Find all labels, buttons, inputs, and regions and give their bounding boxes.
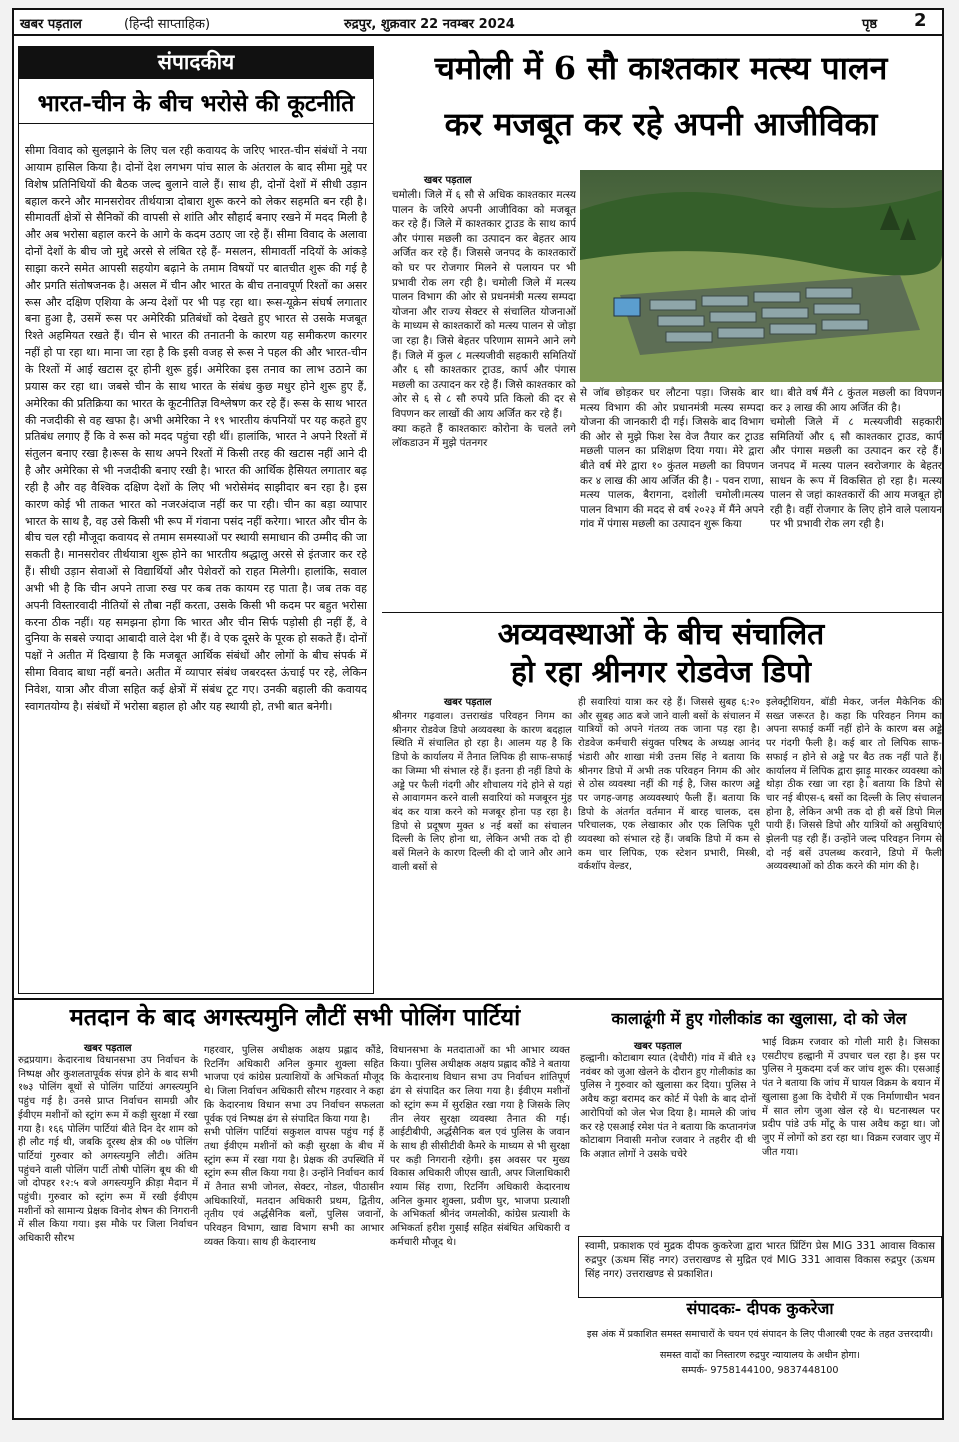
- depot-headline-line1: अव्यवस्थाओं के बीच संचालित: [497, 617, 825, 652]
- fish-headline-line1: चमोली में 6 सौ काश्तकार मत्स्य पालन: [434, 49, 888, 87]
- fish-headline-line2: कर मजबूत कर रहे अपनी आजीविका: [444, 105, 878, 143]
- newspaper-page: [12, 8, 944, 1420]
- firing-col2: भाई विक्रम रजवार को गोली मारी है। जिसका एसटीएच हल्द्वानी में उपचार चल रहा है। इस पर पुलिस ने मुकदमा दर्ज कर जांच शुरू की। एसआई पंत ने बताया कि जांच में घायल विक्रम के बयान में खुलासा हुआ कि देचौरी में एक निर्माणाधीन भवन में सात लोग जुआ खेल रहे थे। घटनास्थल पर प्रदीप पांडे उर्फ मोंटू के पास अवैध कट्टा था। जो जुए में लोगों को डरा रहा था। विक्रम रजवार जुए में जीत गया।: [762, 1037, 940, 1158]
- fish-col2: से जॉब छोड़कर घर लौटना पड़ा। जिसके बार मत्स्य विभाग की ओर प्रधानमंत्री मत्स्य सम्पदा योजना की जानकारी दी गई। जिसके बाद विभाग की ओर से मुझे फिश रेस वेज तैयार कर ट्राउड मछली पालन का प्रशिक्षण दिया गया। मेरे द्वारा बीते वर्ष मेरे द्वारा १० कुंतल मछली का विपणन कर ४ लाख की आय अर्जित की है। - पवन राणा, मत्स्य पालक, बैरागना, दशोली चमोली।मत्स्य पालन विभाग की मदद से वर्ष २०२३ में मैंने अपने गांव में पंगास मछली का उत्पादन शुरू किया: [580, 387, 764, 531]
- fish-farm-photo: [580, 170, 942, 382]
- imprint-jurisdiction: समस्त वादों का निस्तारण रुद्रपुर न्यायालय के अधीन होगा।: [659, 1350, 861, 1361]
- page-number: 2: [914, 10, 927, 31]
- depot-col3: इलेक्ट्रीशियन, बॉडी मेकर, जर्नल मैकेनिक की सख्त जरूरत है। कहा कि परिवहन निगम का अपना सफाई कर्मी नहीं होने के कारण बस अड्डे पर गंदगी फैली है। कई बार तो लिपिक साफ-सफाई न होने से अड्डे पर बैठ तक नहीं पाते हैं। कार्यालय में लिपिक द्वारा झाड़ू मारकर व्यवस्था को थोड़ा ठीक रखा जा रहा है। बताया कि डिपो से चार नई बीएस-६ बसों का दिल्ली के लिए संचालन होना है, लेकिन अभी तक दो ही बसें डिपो मिल पायी हैं। जिससे डिपो और यात्रियों को असुविधाएं झेलनी पड़ रही हैं। उन्होंने जल्द परिवहन निगम से दो नई बसें उपलब्ध करवाने, डिपो में फैली अव्यवस्थाओं को ठीक करने की मांग की है।: [766, 697, 942, 873]
- fish-byline: खबर पड़ताल: [424, 175, 472, 186]
- polling-col2: गहरवार, पुलिस अधीक्षक अक्षय प्रह्लाद कौंडे, रिटर्निंग अधिकारी अनिल कुमार शुक्ला सहित भाजपा एवं कांग्रेस प्रत्याशियों के अभिकर्ता मौजूद थे। जिला निर्वाचन अधिकारी सौरभ गहरवार ने कहा कि केदारनाथ विधान सभा उप निर्वाचन सफलता पूर्वक एवं निष्पक्ष ढंग से संपादित किया गया है। सभी पोलिंग पार्टियां सकुशल वापस पहुंच गई हैं तथा ईवीएम मशीनों को कड़ी सुरक्षा के बीच में स्ट्रांग रूम में रखा गया है। प्रेक्षक की उपस्थिति में स्ट्रांग रूम सील किया गया है। उन्होंने निर्वाचन कार्य में तैनात सभी जोनल, सेक्टर, नोडल, पीठासीन अधिकारियों, मतदान अधिकारी प्रथम, द्वितीय, तृतीय एवं अर्द्धसैनिक बलों, पुलिस जवानों, परिवहन विभाग, खाद्य विभाग सभी का आभार व्यक्त किया। साथ ही केदारनाथ: [204, 1045, 384, 1248]
- paper-name: खबर पड़ताल: [20, 17, 82, 32]
- imprint-notes: [578, 1324, 942, 1416]
- polling-headline: मतदान के बाद अगस्त्यमुनि लौटीं सभी पोलिंग पार्टियां: [69, 1003, 521, 1031]
- fish-col3: था। बीते वर्ष मैंने ८ कुंतल मछली का विपणन कर ३ लाख की आय अर्जित की है। चमोली जिले में ८ मत्स्यजीवी सहकारी समितियों और ६ सौ काश्तकार ट्राउड, कार्प और पंगास मछली का उत्पादन कर रहे हैं। जनपद में मत्स्य पालन स्वरोजगार के बेहतर साधन के रूप में विकसित हो रहा है। मत्स्य पालन से जहां काश्तकारों की आय मजबूत हो रही है। वहीं रोजगार के लिए होने वाले पलायन पर भी प्रभावी रोक लग रही है।: [770, 387, 942, 531]
- polling-col3: विधानसभा के मतदाताओं का भी आभार व्यक्त किया। पुलिस अधीक्षक अक्षय प्रह्लाद कौंडे ने बताया कि केदारनाथ विधान सभा उप निर्वाचन शांतिपूर्ण ढंग से संपादित कर लिया गया है। ईवीएम मशीनों को स्ट्रांग रूम में सुरक्षित रखा गया है जिसके लिए तीन लेयर सुरक्षा व्यवस्था तैनात की गई। आईटीबीपी, अर्द्धसैनिक बल एवं पुलिस के जवान के साथ ही सीसीटीवी कैमरे के माध्यम से भी सुरक्षा पर कड़ी निगरानी रहेगी। इस अवसर पर मुख्य विकास अधिकारी जीएस खाती, अपर जिलाधिकारी श्याम सिंह राणा, रिटर्निंग अधिकारी केदारनाथ अनिल कुमार शुक्ला, प्रवीण घुर, भाजपा प्रत्याशी के अभिकर्ता श्रीनंद जमलोकी, कांग्रेस प्रत्याशी के अभिकर्ता हरीश गुसाईं सहित संबंधित अधिकारी व कर्मचारी मौजूद थे।: [390, 1045, 570, 1248]
- polling-col1: रुद्रप्रयाग। केदारनाथ विधानसभा उप निर्वाचन के निष्पक्ष और कुशलतापूर्वक संपन्न होने के बाद सभी १७३ पोलिंग बूथों से पोलिंग पार्टियां अगस्त्यमुनि पहुंच गई है। उनसे प्राप्त निर्वाचन सामग्री और ईवीएम मशीनों को स्ट्रांग रूम में कड़ी सुरक्षा में रखा गया है। १६६ पोलिंग पार्टियां बीते दिन देर शाम को ही लौट गई थी, जबकि दूरस्थ क्षेत्र की ०७ पोलिंग पार्टियां गुरुवार को अगस्त्यमुनि लौटी। अंतिम पहुंचने वाली पोलिंग पार्टी तोषी पोलिंग बूथ की थी जो दोपहर १२:५ बजे अगस्त्यमुनि क्रीड़ा मैदान में पहुंची। गुरुवार को स्ट्रांग रूम में रखी ईवीएम मशीनों को सामान्य प्रेक्षक विनोद शेषन की निगरानी में सील किया गया। इस मौके पर जिला निर्वाचन अधिकारी सौरभ: [18, 1055, 198, 1245]
- imprint-editor: संपादकः- दीपक कुकरेजा: [686, 1299, 834, 1318]
- place-date: रुद्रपुर, शुक्रवार 22 नवम्बर 2024: [344, 17, 515, 32]
- firing-headline: कालाढूंगी में हुए गोलीकांड का खुलासा, दो को जेल: [611, 1009, 907, 1028]
- paper-type: (हिन्दी साप्ताहिक): [124, 17, 211, 32]
- fish-farm-image: [580, 170, 942, 382]
- editorial-body: सीमा विवाद को सुलझाने के लिए चल रही कवायद के जरिए भारत-चीन संबंधों ने नया आयाम हासिल किया है। दोनों देश लगभग पांच साल के अंतराल के बाद सीमा मुद्दे पर विशेष प्रतिनिधियों की बैठक जल्द बुलाने वाले हैं। साथ ही, दोनों देशों में सीधी उड़ान बहाल करने और मानसरोवर तीर्थयात्रा दोबारा शुरू करने को लेकर सहमति बन रही है। सीमावर्ती क्षेत्रों से सैनिकों की वापसी से शांति और सौहार्द बनाए रखने में मदद मिली है और अब भरोसा बहाल करने के आगे के कदम उठाए जा रहे हैं। सीमा विवाद के अलावा दोनों देशों के बीच जो मुद्दे अरसे से लंबित रहे हैं- मसलन, सीमावर्ती नदियों के आंकड़े साझा करने समेत आपसी सहयोग बढ़ाने के तमाम विषयों पर बातचीत शुरू की गई है और प्रगति संतोषजनक है। असल में चीन और भारत के बीच तनावपूर्ण रिश्तों का असर रूस और दक्षिण एशिया के अन्य देशों पर भी पड़ रहा था। रूस-यूक्रेन संघर्ष लगातार बना हुआ है, उसमें रूस पर अमेरिकी प्रतिबंधों को देखते हुए भारत से उसके मजबूत रिश्ते अहमियत रखते हैं। चीन से भारत की तनातनी के कारण यह समीकरण कारगर नहीं हो पा रहा था। माना जा रहा है कि इसी वजह से रूस ने पहल की और भारत-चीन के रिश्तों में आई खटास दूर होनी शुरू हुई। अमेरिका इस तनाव का लाभ उठाने का प्रयास कर रहा था। जबसे चीन के साथ भारत के संबंध कुछ मधुर होने शुरू हुए हैं, अमेरिका की प्रतिक्रिया का भारत के कूटनीतिज्ञ विश्लेषण कर रहे हैं। रूस के साथ भारत की नजदीकी से वह खफा है। अभी अमेरिका ने १९ भारतीय कंपनियों पर यह कहते हुए प्रतिबंध लगाए हैं कि वे रूस को मदद पहुंचा रही थीं। हालांकि, भारत ने अपने रिश्तों में संतुलन बनाए रखा है।रूस के साथ अपने रिश्तों में किसी तरह की खटास नहीं आने दी है और अमेरिका से भी नजदीकी बनाए रखी है। भारत की आर्थिक हैसियत लगातार बढ़ रही है और वह वैश्विक दक्षिण देशों के लिए भी भरोसेमंद साझीदार बन रहा है। इस कारण कोई भी ताकत भारत को नजरअंदाज नहीं कर पा रही। चीन का बड़ा व्यापार भारत के साथ है, वह उसे किसी भी रूप में गंवाना पसंद नहीं करेगा। भारत और चीन के बीच चल रही मौजूदा कवायद से तमाम समस्याओं पर स्थायी समाधान की उम्मीद की जा सकती है। मानसरोवर तीर्थयात्रा शुरू होने का भारतीय श्रद्धालु अरसे से इंतजार कर रहे हैं। सीधी उड़ान सेवाओं से विद्यार्थियों और पेशेवरों को राहत मिलेगी। हालांकि, सवाल अभी भी है कि चीन अपने ताजा रुख पर कब तक कायम रह पाता है। जब तक वह अपनी विस्तारवादी नीतियों से तौबा नहीं करता, उसके किसी भी कदम पर बहुत भरोसा करना ठीक नहीं। यह समझना होगा कि भारत और चीन सिर्फ पड़ोसी ही नहीं हैं, वे दुनिया के सबसे ज्यादा आबादी वाले देश भी हैं। वे एक दूसरे के पूरक हो सकते हैं। दोनों पक्षों ने अतीत में दिखाया है कि मजबूत आर्थिक संबंधों और लोगों के बीच संपर्क में सीमा विवाद बाधा नहीं बनते। अतीत में व्यापार संबंध जबरदस्त ऊंचाई पर रहे, लेकिन निवेश, यात्रा और वीजा सहित कई क्षेत्रों में संबंध टूट गए। उनकी बहाली की कवायद स्वागतयोग्य है। संबंधों में भरोसा बहाल हो और यह स्थायी हो, तभी बात बनेगी।: [25, 144, 367, 713]
- editorial-title: भारत-चीन के बीच भरोसे की कूटनीति: [19, 91, 373, 124]
- editorial-label: संपादकीय: [157, 49, 235, 74]
- editorial-box: [18, 46, 374, 994]
- polling-byline: खबर पड़ताल: [84, 1043, 132, 1054]
- page-header: [14, 10, 942, 36]
- depot-byline: खबर पड़ताल: [444, 697, 492, 708]
- depot-headline-line2: हो रहा श्रीनगर रोडवेज डिपो: [511, 655, 811, 690]
- depot-col2: ही सवारियां यात्रा कर रहे हैं। जिससे सुबह ६:२० और सुबह आठ बजे जाने वाली बसों के संचालन में यात्रियों को अपने गंतव्य तक जाना पड़ रहा है। रोडवेज कर्मचारी संयुक्त परिषद के अध्यक्ष आनंद भंडारी और शाखा मंत्री उत्तम सिंह ने बताया कि श्रीनगर डिपो में अभी तक परिवहन निगम की ओर से ठोस व्यवस्था नहीं की गई है, जिस कारण अड्डे पर जगह-जगह अव्यवस्थाएं फैली हैं। बताया कि डिपो के अंतर्गत वर्तमान में बारह चालक, दस परिचालक, एक लेखाकार और एक लिपिक पूरी व्यवस्था को संभाल रहे हैं। जबकि डिपो में कम से कम चार लिपिक, एक स्टेशन प्रभारी, मिस्त्री, वर्कशॉप वेल्डर,: [578, 697, 760, 873]
- imprint-disclaimer: इस अंक में प्रकाशित समस्त समाचारों के चयन एवं संपादन के लिए पीआरबी एक्ट के तहत उत्तरदायी।: [586, 1329, 934, 1340]
- page-label: पृष्ठ: [862, 17, 878, 32]
- fish-bottom-rule: [382, 612, 942, 613]
- imprint-publisher: स्वामी, प्रकाशक एवं मुद्रक दीपक कुकरेजा द्वारा भारत प्रिंटिंग प्रेस MIG 331 आवास विकास रुद्रपुर (ऊधम सिंह नगर) उत्तराखण्ड से मुद्रित एवं MIG 331 आवास विकास रुद्रपुर (ऊधम सिंह नगर) उत्तराखण्ड से प्रकाशित।: [578, 1236, 942, 1298]
- firing-col1: हल्द्वानी। कोटाबाग स्यात (देचौरी) गांव में बीते १३ नवंबर को जुआ खेलने के दौरान हुए गोलीकांड का पुलिस ने गुरुवार को खुलासा कर दिया। पुलिस ने अवैध कट्टा बरामद कर कोर्ट में पेशी के बाद दोनों आरोपियों को जेल भेज दिया है। मामले की जांच कर रहे एसआई रमेश पंत ने बताया कि कप्तानगंज कोटाबाग निवासी मनोज रजवार ने तहरीर दी थी कि अज्ञात लोगों ने उसके चचेरे: [580, 1053, 756, 1160]
- middle-rule: [14, 998, 942, 1000]
- firing-byline: खबर पड़ताल: [634, 1041, 682, 1052]
- fish-col1: चमोली। जिले में ६ सौ से अधिक काश्तकार मत्स्य पालन के जरिये अपनी आजीविका को मजबूत कर रहे हैं। जिले में काश्तकार ट्राउड के साथ कार्प और पंगास मछली का उत्पादन कर बेहतर आय अर्जित कर रहे हैं। जिससे जनपद के काश्तकारों को घर पर रोजगार मिलने से पलायन पर भी प्रभावी रोक लग रही है। चमोली जिले में मत्स्य पालन विभाग की ओर से प्रधनमंत्री मत्स्य सम्पदा योजना और राज्य सेक्टर से संचालित योजनाओं के माध्यम से काश्तकारों को मत्स्य पालन से जोड़ा जा रहा है। जिसे बेहतर परिणाम सामने आने लगे हैं। जिले में कुल ८ मत्स्यजीवी सहकारी समितियों और ६ सौ काश्तकार ट्राउड, कार्प और पंगास मछली का उत्पादन कर रहे हैं। जिसे काश्तकार को ओर से ६ से ८ सौ रुपये प्रति किलो की दर से विपणन कर लाखों की आय अर्जित कर रहे हैं। क्या कहते हैं काश्तकारः कोरोना के चलते लगे लॉकडाउन में मुझे पंतनगर: [392, 189, 576, 450]
- imprint-contact: सम्पर्क- 9758144100, 9837448100: [681, 1365, 839, 1376]
- depot-col1: श्रीनगर गढ़वाल। उत्तराखंड परिवहन निगम का श्रीनगर रोडवेज डिपो अव्यवस्था के कारण बदहाल स्थिति में संचालित हो रहा है। आलम यह है कि डिपो के कार्यालय में तैनात लिपिक ही साफ-सफाई का जिम्मा भी संभाल रहे हैं। इतना ही नहीं डिपो के अड्डे पर फैली गंदगी और शौचालय गंदे होने से यहां से आवागमन करने वाली सवारियां को मजबूरन मुंह बंद कर यात्रा करने को मजबूर होना पड़ रहा है। डिपो से प्रदूषण मुक्त ४ नई बसों का संचालन दिल्ली के लिए होना था, लेकिन अभी तक दो ही बसें मिलने के कारण दिल्ली की दो जाने और आने वाली बसों से: [392, 711, 572, 873]
